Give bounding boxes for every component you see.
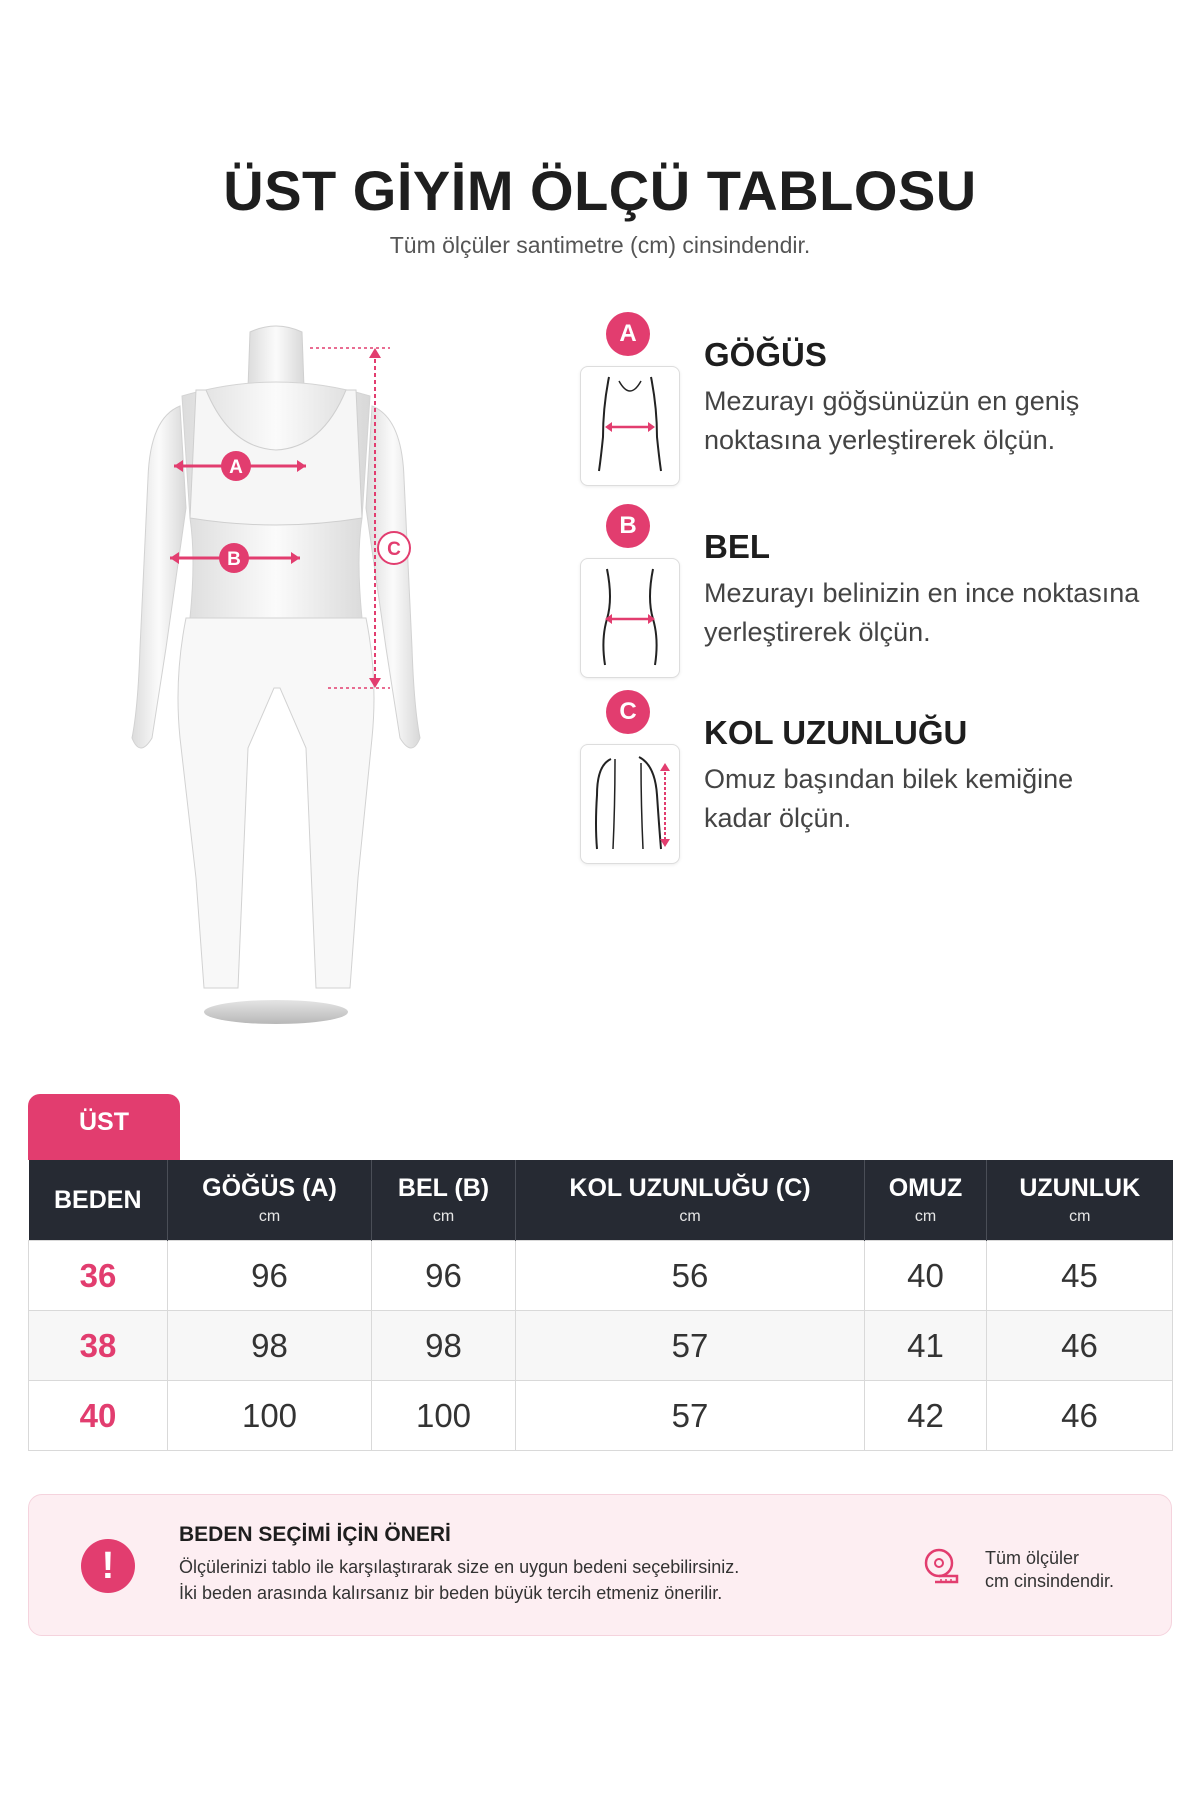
table-row	[29, 1381, 1173, 1451]
guide-desc-line: noktasına yerleştirerek ölçün.	[704, 425, 1056, 455]
waist-measure-icon	[580, 558, 680, 678]
header-label: OMUZ	[888, 1174, 963, 1202]
table-cell: 42	[865, 1381, 987, 1451]
guide-desc-chest	[704, 382, 1184, 460]
recommendation-note	[28, 1494, 1172, 1636]
header-bel	[372, 1160, 516, 1241]
tab-ust[interactable]: ÜST	[28, 1094, 180, 1160]
guide-desc-arm	[704, 760, 1184, 838]
note-side-text	[985, 1547, 1114, 1593]
table-cell: 98	[372, 1311, 516, 1381]
table-row	[29, 1311, 1173, 1381]
size-cell: 40	[29, 1381, 168, 1451]
table-cell: 100	[372, 1381, 516, 1451]
header-label: UZUNLUK	[1019, 1174, 1141, 1202]
table-cell: 41	[865, 1311, 987, 1381]
guide-badge-a: A	[606, 312, 650, 356]
header-gogus	[168, 1160, 372, 1241]
table-cell: 57	[516, 1311, 865, 1381]
guide-badge-b: B	[606, 504, 650, 548]
guide-desc-line: Mezurayı göğsünüzün en geniş	[704, 386, 1080, 416]
header-unit: cm	[258, 1208, 281, 1225]
note-line-2: İki beden arasında kalırsanız bir beden büyük tercih etmeniz önerilir.	[179, 1583, 723, 1603]
table-cell: 40	[865, 1241, 987, 1311]
table-row	[29, 1241, 1173, 1311]
table-cell: 56	[516, 1241, 865, 1311]
header-label: BEL (B)	[397, 1174, 490, 1202]
guide-waist	[568, 504, 1188, 674]
header-uzunluk	[987, 1160, 1173, 1241]
size-table	[28, 1160, 1173, 1451]
page-title: ÜST GİYİM ÖLÇÜ TABLOSU	[223, 159, 977, 222]
guide-title-waist: BEL	[704, 528, 770, 565]
marker-c: C	[387, 539, 401, 560]
mannequin-illustration	[110, 318, 490, 1030]
header-label: GÖĞÜS (A)	[202, 1174, 337, 1202]
guide-arm	[568, 690, 1188, 860]
guide-desc-line: Omuz başından bilek kemiğine	[704, 764, 1074, 794]
header-kol-uzunlugu	[516, 1160, 865, 1241]
header-unit: cm	[679, 1208, 701, 1225]
table-cell: 46	[987, 1381, 1173, 1451]
header-beden	[29, 1160, 168, 1241]
guide-desc-line: yerleştirerek ölçün.	[704, 617, 931, 647]
guide-title-arm: KOL UZUNLUĞU	[704, 714, 968, 751]
table-cell: 45	[987, 1241, 1173, 1311]
table-cell: 98	[168, 1311, 372, 1381]
marker-b: B	[227, 549, 241, 570]
arm-length-measure-icon	[580, 744, 680, 864]
note-title: BEDEN SEÇİMİ İÇİN ÖNERİ	[179, 1523, 451, 1546]
guide-desc-line: kadar ölçün.	[704, 803, 852, 833]
note-side-line: Tüm ölçüler	[985, 1548, 1080, 1568]
marker-a: A	[229, 457, 243, 478]
header-unit: cm	[1069, 1208, 1091, 1225]
guide-badge-c: C	[606, 690, 650, 734]
header-label: BEDEN	[53, 1185, 142, 1214]
header-unit: cm	[432, 1208, 455, 1225]
header-omuz	[865, 1160, 987, 1241]
guide-title-chest: GÖĞÜS	[704, 336, 827, 373]
header-unit: cm	[914, 1208, 937, 1225]
note-side-line: cm cinsindendir.	[985, 1571, 1115, 1591]
page-subtitle: Tüm ölçüler santimetre (cm) cinsindendir.	[389, 232, 811, 258]
note-line-1: Ölçülerinizi tablo ile karşılaştırarak size en uygun bedeni seçebilirsiniz.	[179, 1557, 740, 1577]
table-cell: 96	[372, 1241, 516, 1311]
chest-measure-icon	[580, 366, 680, 486]
size-cell: 38	[29, 1311, 168, 1381]
table-cell: 100	[168, 1381, 372, 1451]
table-cell: 46	[987, 1311, 1173, 1381]
header-label: KOL UZUNLUĞU (C)	[569, 1174, 811, 1202]
measuring-tape-icon	[921, 1545, 961, 1585]
guide-desc-line: Mezurayı belinizin en ince noktasına	[704, 578, 1140, 608]
table-cell: 96	[168, 1241, 372, 1311]
mannequin-figure	[110, 318, 490, 1030]
size-cell: 36	[29, 1241, 168, 1311]
alert-icon: !	[81, 1539, 135, 1593]
table-header-row	[29, 1160, 1173, 1241]
guide-chest	[568, 312, 1188, 482]
guide-desc-waist	[704, 574, 1184, 652]
table-cell: 57	[516, 1381, 865, 1451]
stand-base	[204, 1000, 348, 1024]
